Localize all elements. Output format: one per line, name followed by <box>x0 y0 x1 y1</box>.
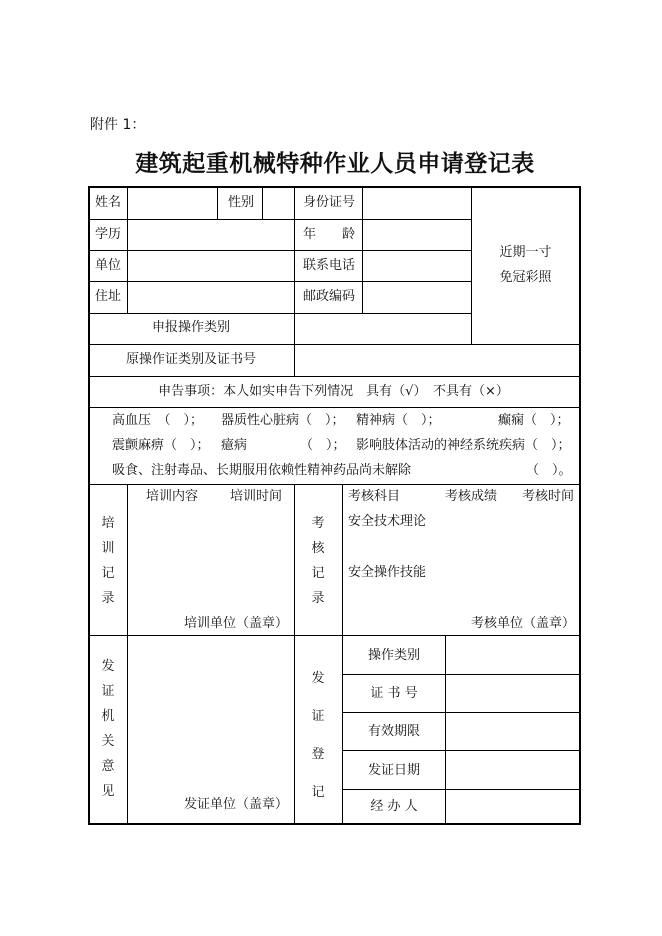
training-unit-stamp: 培训单位（盖章） <box>184 616 289 631</box>
divider <box>88 376 579 377</box>
declaration-item: 癔病 <box>221 438 248 453</box>
apply-category-label: 申报操作类别 <box>151 320 230 335</box>
divider <box>127 186 128 313</box>
divider <box>88 281 472 282</box>
training-time-header: 培训时间 <box>230 489 283 504</box>
exam-unit-stamp: 考核单位（盖章） <box>471 616 576 631</box>
gender-label: 性别 <box>228 195 255 210</box>
original-cert-label: 原操作证类别及证书号 <box>125 352 256 367</box>
declaration-item: （ ）。 <box>526 463 572 478</box>
registration-row-label: 证 书 号 <box>370 686 418 701</box>
id-number-label: 身份证号 <box>303 195 356 210</box>
divider <box>88 484 579 485</box>
application-form <box>88 186 581 825</box>
divider <box>471 186 472 344</box>
issuer-unit-stamp: 发证单位（盖章） <box>184 797 289 812</box>
photo-label-line1: 近期一寸 <box>499 245 552 260</box>
attachment-label: 附件 1： <box>90 117 146 133</box>
registration-side-label: 发 证 登 记 <box>311 671 325 800</box>
exam-subject-skill: 安全操作技能 <box>348 565 427 580</box>
issuer-side-label: 发 证 机 关 意 见 <box>101 659 115 799</box>
photo-label-line2: 免冠彩照 <box>499 270 552 285</box>
divider <box>362 186 363 313</box>
divider <box>342 750 579 751</box>
form-title: 建筑起重机械特种作业人员申请登记表 <box>135 151 535 177</box>
declaration-item: 癫痫（ ）； <box>498 413 570 428</box>
declaration-item: 精神病（ ）； <box>356 413 441 428</box>
divider <box>88 219 472 220</box>
divider <box>217 186 218 219</box>
unit-label: 单位 <box>95 258 122 273</box>
declaration-item: 吸食、注射毒品、长期服用依赖性精神药品尚未解除 <box>112 463 412 478</box>
border-bottom <box>88 823 581 825</box>
name-label: 姓名 <box>95 195 122 210</box>
divider <box>88 635 579 636</box>
divider <box>342 712 579 713</box>
exam-score-header: 考核成绩 <box>445 489 498 504</box>
divider <box>88 250 472 251</box>
divider <box>342 789 579 790</box>
declaration-item: 高血压 （ ）； <box>112 413 204 428</box>
declaration-item: 器质性心脏病（ ）； <box>221 413 345 428</box>
exam-time-header: 考核时间 <box>522 489 575 504</box>
registration-row-label: 经 办 人 <box>370 799 418 814</box>
divider <box>127 484 128 823</box>
divider <box>342 674 579 675</box>
education-label: 学历 <box>95 227 122 242</box>
postcode-label: 邮政编码 <box>303 289 356 304</box>
exam-subject-header: 考核科目 <box>348 489 401 504</box>
address-label: 住址 <box>95 289 122 304</box>
registration-row-label: 操作类别 <box>367 648 420 663</box>
training-side-label: 培 训 记 录 <box>101 516 115 606</box>
divider <box>294 186 295 376</box>
phone-label: 联系电话 <box>303 258 356 273</box>
exam-side-label: 考 核 记 录 <box>311 516 325 606</box>
divider <box>88 407 579 408</box>
declaration-header: 申告事项：本人如实申告下列情况 具有（√） 不具有（×） <box>158 384 509 399</box>
border-top <box>88 186 581 188</box>
divider <box>262 186 263 219</box>
divider <box>445 635 446 823</box>
training-content-header: 培训内容 <box>146 489 199 504</box>
declaration-item: （ ）； <box>300 438 346 453</box>
exam-subject-theory: 安全技术理论 <box>348 514 427 529</box>
declaration-item: 影响肢体活动的神经系统疾病（ ）； <box>356 438 571 453</box>
registration-row-label: 有效期限 <box>367 724 420 739</box>
registration-row-label: 发证日期 <box>367 763 420 778</box>
border-right <box>579 186 581 825</box>
divider <box>88 313 472 314</box>
age-label: 年 龄 <box>303 227 356 242</box>
divider <box>88 344 579 345</box>
declaration-item: 震颤麻痹（ ）； <box>112 438 210 453</box>
divider <box>294 484 295 823</box>
